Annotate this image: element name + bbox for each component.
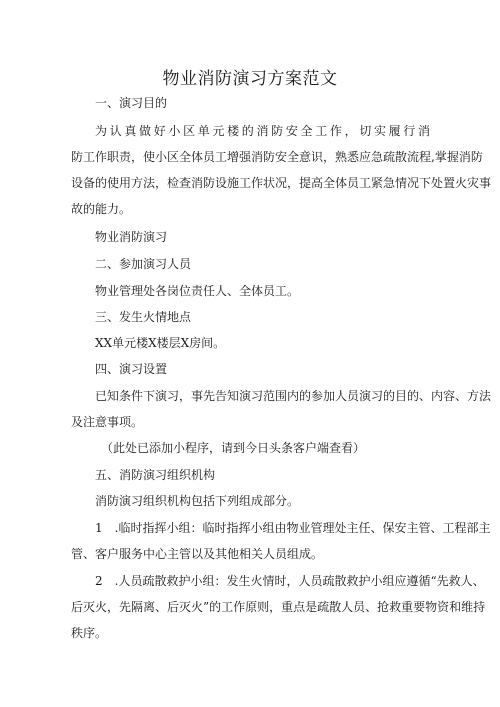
- heading-drill-purpose: 一、演习目的: [95, 96, 168, 110]
- list-item-line: 秩序。: [71, 626, 108, 640]
- list-item-line: 管、客户服务中心主管以及其他相关人员组成。: [71, 547, 324, 561]
- paragraph-line: 为认真做好小区单元楼的消防安全工作，切实履行消: [95, 124, 430, 138]
- document-title: 物业消防演习方案范文: [162, 69, 338, 89]
- heading-participants: 二、参加演习人员: [95, 257, 192, 271]
- list-item-line: 后灭火，先隔离、后灭火”的工作原则，重点是疏散人员、抢救重要物资和维持: [71, 600, 486, 614]
- paragraph-line: 设备的使用方法，检查消防设施工作状况，提高全体员工紧急情况下处置火灾事: [71, 176, 492, 190]
- paragraph-line: 物业管理处各岗位责任人、全体员工。: [95, 284, 300, 298]
- mini-program-notice: （此处已添加小程序，请到今日头条客户端查看）: [101, 441, 366, 455]
- paragraph-line: 故的能力。: [71, 202, 132, 216]
- heading-fire-location: 三、发生火情地点: [95, 310, 192, 324]
- list-item-line: 1 .临时指挥小组：临时指挥小组由物业管理处主任、保安主管、工程部主: [95, 521, 491, 535]
- list-item-line: 2 .人员疏散救护小组：发生火情时，人员疏散救护小组应遵循“先救人、: [95, 574, 485, 588]
- paragraph-line: 防工作职责，使小区全体员工增强消防安全意识，熟悉应急疏散流程,掌握消防: [71, 150, 483, 164]
- heading-drill-setup: 四、演习设置: [95, 362, 168, 376]
- paragraph-line: XX单元楼X楼层X房间。: [95, 336, 226, 350]
- paragraph-line: 物业消防演习: [95, 230, 168, 244]
- paragraph-line: 已知条件下演习，事先告知演习范围内的参加人员演习的目的、内容、方法: [95, 389, 492, 403]
- heading-organization: 五、消防演习组织机构: [95, 468, 216, 482]
- paragraph-line: 及注意事项。: [71, 415, 144, 429]
- paragraph-line: 消防演习组织机构包括下列组成部分。: [95, 494, 300, 508]
